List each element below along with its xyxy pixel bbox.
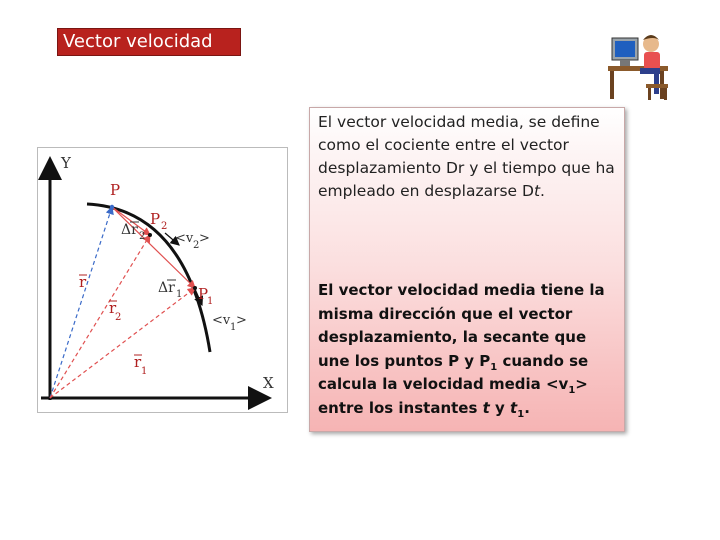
svg-text:2: 2	[139, 231, 146, 242]
r1-label: r	[134, 353, 142, 371]
point-p-label: P	[110, 181, 121, 199]
r2-label: r	[109, 299, 117, 317]
explanation-box	[309, 107, 625, 432]
svg-text:2: 2	[161, 221, 168, 232]
definition-paragraph: El vector velocidad media, se define como el cociente entre el vector desplazamiento Dr y el tiempo que ha empleado en desplazarse Dt.	[318, 113, 615, 200]
svg-text:>: >	[199, 231, 210, 246]
person-at-computer-icon	[606, 28, 674, 102]
y-axis-label: Y	[61, 154, 71, 172]
svg-text:1: 1	[230, 322, 237, 333]
r-label: r	[79, 273, 87, 291]
svg-text:1: 1	[176, 289, 183, 300]
trajectory-diagram	[37, 147, 288, 413]
point-p1-label: P	[198, 285, 209, 303]
svg-text:2: 2	[115, 312, 122, 323]
delta-r1-label: Δr	[158, 280, 175, 296]
point-p2-label: P	[150, 210, 161, 228]
svg-text:1: 1	[141, 366, 148, 377]
svg-text:1: 1	[207, 296, 214, 307]
svg-text:2: 2	[193, 240, 200, 251]
x-axis-label: X	[263, 374, 274, 392]
delta-r2-label: Δr	[121, 222, 138, 238]
v1-label: <v	[212, 313, 231, 328]
slide-title: Vector velocidad	[57, 28, 241, 56]
direction-paragraph: El vector velocidad media tiene la misma dirección que el vector desplazamiento, la secante que une los puntos P y $P_1$ cuando se calcula la velocidad media $<v_1>$ entre los instantes t y $t_1$.	[318, 281, 605, 420]
svg-text:>: >	[236, 313, 247, 328]
v2-label: <v	[175, 231, 194, 246]
